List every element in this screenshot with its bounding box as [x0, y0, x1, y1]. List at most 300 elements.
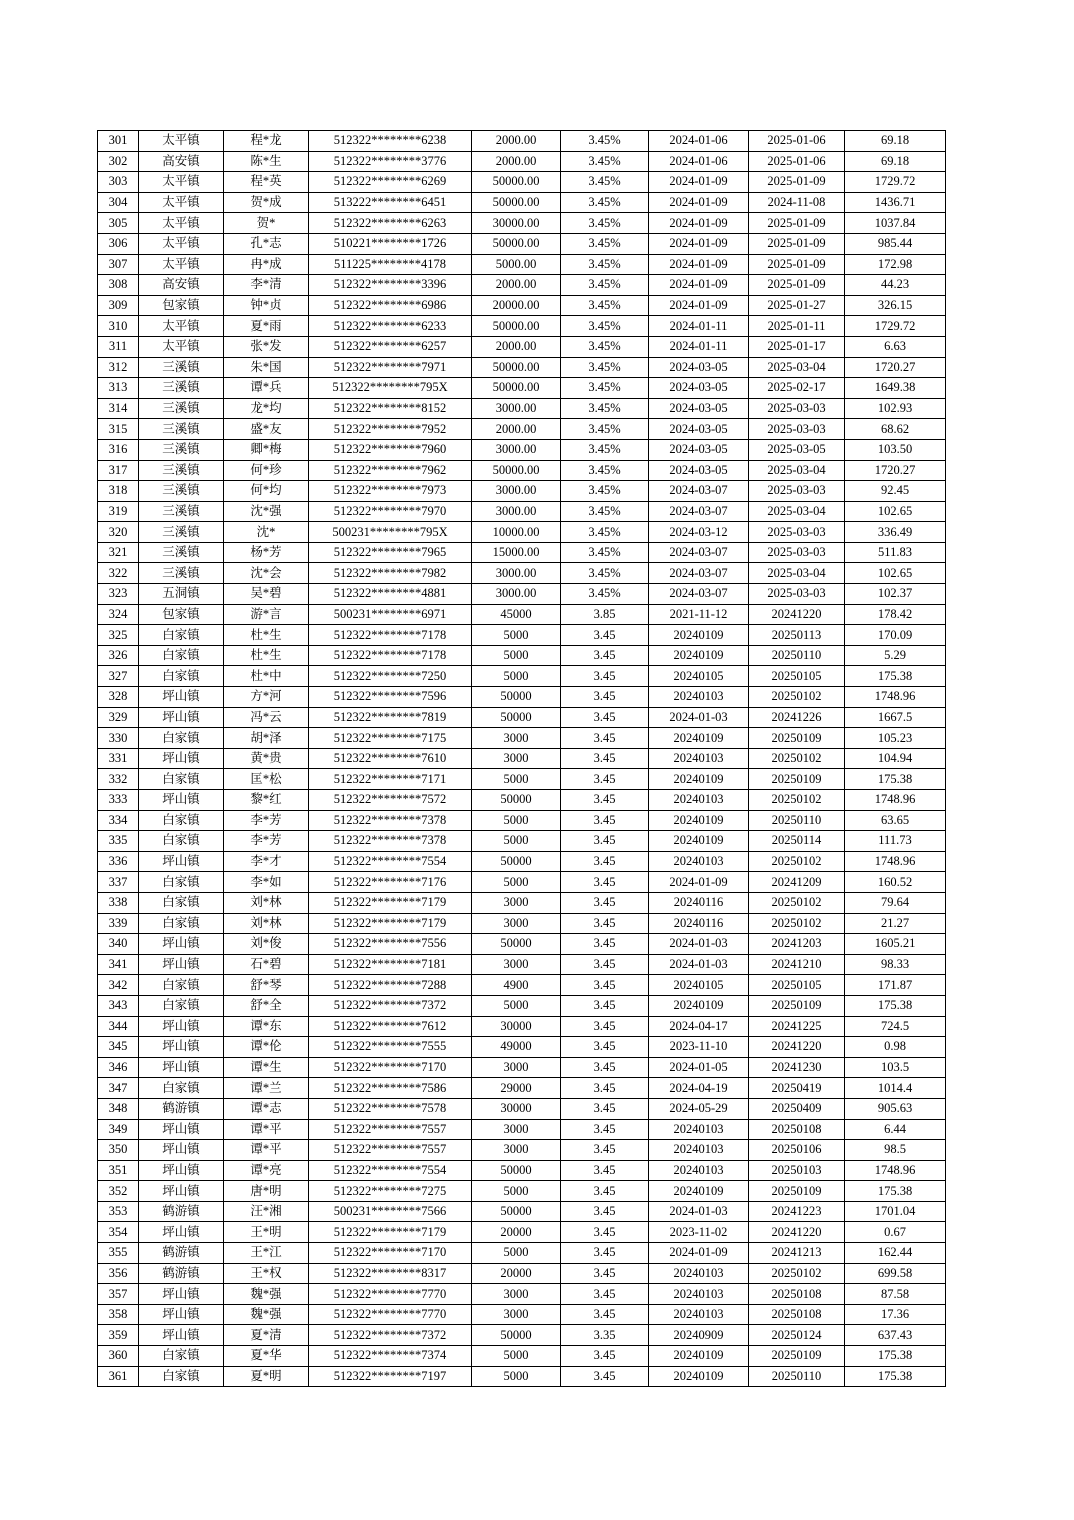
cell-row-number: 307 [98, 254, 139, 275]
cell-interest: 44.23 [845, 275, 946, 296]
cell-id-number: 512322********7819 [309, 707, 472, 728]
cell-town: 白家镇 [139, 645, 224, 666]
table-body [98, 131, 946, 1387]
cell-row-number: 349 [98, 1119, 139, 1140]
cell-id-number: 512322********7176 [309, 872, 472, 893]
cell-start-date: 2024-03-12 [649, 522, 749, 543]
cell-row-number: 351 [98, 1160, 139, 1181]
cell-start-date: 20240103 [649, 1140, 749, 1161]
cell-id-number: 512322********7171 [309, 769, 472, 790]
cell-end-date: 20250102 [749, 1263, 845, 1284]
cell-id-number: 512322********7179 [309, 913, 472, 934]
cell-interest: 1729.72 [845, 172, 946, 193]
cell-interest: 1605.21 [845, 934, 946, 955]
cell-end-date: 2025-01-27 [749, 295, 845, 316]
cell-interest: 1701.04 [845, 1201, 946, 1222]
cell-id-number: 512322********7572 [309, 790, 472, 811]
table-row [98, 542, 946, 563]
cell-start-date: 2024-03-07 [649, 542, 749, 563]
table-row [98, 1284, 946, 1305]
cell-rate: 3.45 [561, 810, 649, 831]
cell-row-number: 305 [98, 213, 139, 234]
cell-id-number: 512322********8152 [309, 398, 472, 419]
cell-name: 魏*强 [224, 1284, 309, 1305]
cell-id-number: 512322********7973 [309, 481, 472, 502]
cell-id-number: 512322********6233 [309, 316, 472, 337]
cell-interest: 175.38 [845, 1366, 946, 1387]
cell-id-number: 512322********7971 [309, 357, 472, 378]
cell-id-number: 512322********7962 [309, 460, 472, 481]
cell-town: 坪山镇 [139, 1016, 224, 1037]
cell-interest: 111.73 [845, 831, 946, 852]
cell-town: 太平镇 [139, 213, 224, 234]
table-row [98, 1222, 946, 1243]
cell-name: 冯*云 [224, 707, 309, 728]
cell-town: 三溪镇 [139, 439, 224, 460]
table-row [98, 192, 946, 213]
cell-name: 刘*俊 [224, 934, 309, 955]
cell-name: 王*明 [224, 1222, 309, 1243]
cell-start-date: 2024-04-19 [649, 1078, 749, 1099]
cell-name: 汪*湘 [224, 1201, 309, 1222]
cell-town: 三溪镇 [139, 460, 224, 481]
table-row [98, 1201, 946, 1222]
cell-id-number: 512322********7170 [309, 1057, 472, 1078]
cell-start-date: 2024-01-09 [649, 233, 749, 254]
table-row [98, 275, 946, 296]
cell-id-number: 512322********7378 [309, 810, 472, 831]
cell-name: 程*龙 [224, 131, 309, 152]
cell-row-number: 339 [98, 913, 139, 934]
cell-rate: 3.45 [561, 1057, 649, 1078]
cell-name: 黎*红 [224, 790, 309, 811]
cell-row-number: 301 [98, 131, 139, 152]
cell-amount: 5000 [472, 1366, 561, 1387]
cell-town: 三溪镇 [139, 542, 224, 563]
cell-amount: 5000 [472, 645, 561, 666]
table-row [98, 336, 946, 357]
cell-rate: 3.45 [561, 1304, 649, 1325]
cell-name: 夏*雨 [224, 316, 309, 337]
table-row [98, 1119, 946, 1140]
cell-name: 游*言 [224, 604, 309, 625]
cell-row-number: 327 [98, 666, 139, 687]
cell-id-number: 512322********7960 [309, 439, 472, 460]
cell-interest: 1748.96 [845, 851, 946, 872]
cell-town: 包家镇 [139, 295, 224, 316]
cell-id-number: 512322********7970 [309, 501, 472, 522]
cell-name: 谭*亮 [224, 1160, 309, 1181]
cell-end-date: 20250108 [749, 1304, 845, 1325]
cell-town: 白家镇 [139, 892, 224, 913]
cell-town: 坪山镇 [139, 790, 224, 811]
cell-town: 坪山镇 [139, 1284, 224, 1305]
cell-end-date: 2025-03-03 [749, 398, 845, 419]
cell-rate: 3.45 [561, 1181, 649, 1202]
table-row [98, 954, 946, 975]
cell-town: 坪山镇 [139, 1119, 224, 1140]
cell-start-date: 2024-03-05 [649, 398, 749, 419]
cell-amount: 3000.00 [472, 481, 561, 502]
cell-rate: 3.45% [561, 542, 649, 563]
cell-row-number: 316 [98, 439, 139, 460]
cell-row-number: 308 [98, 275, 139, 296]
cell-row-number: 342 [98, 975, 139, 996]
cell-end-date: 2025-03-03 [749, 522, 845, 543]
cell-interest: 102.65 [845, 501, 946, 522]
cell-name: 谭*平 [224, 1119, 309, 1140]
cell-row-number: 322 [98, 563, 139, 584]
cell-name: 谭*伦 [224, 1037, 309, 1058]
cell-name: 谭*平 [224, 1140, 309, 1161]
cell-end-date: 20250114 [749, 831, 845, 852]
cell-interest: 5.29 [845, 645, 946, 666]
cell-end-date: 2025-03-04 [749, 460, 845, 481]
cell-interest: 178.42 [845, 604, 946, 625]
cell-start-date: 20240105 [649, 666, 749, 687]
cell-row-number: 336 [98, 851, 139, 872]
cell-town: 包家镇 [139, 604, 224, 625]
cell-end-date: 20241226 [749, 707, 845, 728]
cell-row-number: 350 [98, 1140, 139, 1161]
cell-rate: 3.45% [561, 213, 649, 234]
cell-start-date: 2024-03-05 [649, 419, 749, 440]
cell-interest: 6.63 [845, 336, 946, 357]
cell-rate: 3.45 [561, 790, 649, 811]
table-row [98, 316, 946, 337]
cell-start-date: 20240109 [649, 728, 749, 749]
table-row [98, 254, 946, 275]
table-row [98, 1078, 946, 1099]
cell-start-date: 2024-01-09 [649, 1243, 749, 1264]
cell-row-number: 357 [98, 1284, 139, 1305]
cell-name: 谭*东 [224, 1016, 309, 1037]
table-row [98, 831, 946, 852]
table-row [98, 1366, 946, 1387]
cell-start-date: 2024-01-09 [649, 295, 749, 316]
cell-rate: 3.45 [561, 625, 649, 646]
cell-rate: 3.45 [561, 1016, 649, 1037]
cell-town: 坪山镇 [139, 1140, 224, 1161]
table-row [98, 1304, 946, 1325]
cell-start-date: 2024-01-09 [649, 192, 749, 213]
cell-rate: 3.45% [561, 275, 649, 296]
cell-amount: 50000 [472, 687, 561, 708]
cell-id-number: 512322********7374 [309, 1346, 472, 1367]
table-row [98, 604, 946, 625]
cell-interest: 98.5 [845, 1140, 946, 1161]
cell-row-number: 324 [98, 604, 139, 625]
cell-name: 卿*梅 [224, 439, 309, 460]
cell-start-date: 20240109 [649, 810, 749, 831]
table-row [98, 934, 946, 955]
table-row [98, 584, 946, 605]
cell-interest: 92.45 [845, 481, 946, 502]
cell-row-number: 354 [98, 1222, 139, 1243]
cell-start-date: 2024-01-05 [649, 1057, 749, 1078]
table-row [98, 728, 946, 749]
cell-amount: 50000.00 [472, 357, 561, 378]
cell-town: 坪山镇 [139, 1057, 224, 1078]
table-row [98, 1098, 946, 1119]
cell-interest: 1748.96 [845, 790, 946, 811]
cell-interest: 336.49 [845, 522, 946, 543]
cell-row-number: 331 [98, 748, 139, 769]
table-row [98, 460, 946, 481]
cell-rate: 3.45 [561, 954, 649, 975]
cell-name: 王*江 [224, 1243, 309, 1264]
cell-town: 白家镇 [139, 1346, 224, 1367]
cell-interest: 17.36 [845, 1304, 946, 1325]
cell-end-date: 20241213 [749, 1243, 845, 1264]
cell-amount: 30000 [472, 1098, 561, 1119]
cell-start-date: 20240909 [649, 1325, 749, 1346]
cell-row-number: 333 [98, 790, 139, 811]
cell-amount: 3000 [472, 1284, 561, 1305]
cell-rate: 3.45 [561, 1346, 649, 1367]
cell-name: 石*碧 [224, 954, 309, 975]
cell-start-date: 2023-11-10 [649, 1037, 749, 1058]
cell-end-date: 20241203 [749, 934, 845, 955]
cell-row-number: 332 [98, 769, 139, 790]
cell-id-number: 512322********7610 [309, 748, 472, 769]
cell-name: 胡*泽 [224, 728, 309, 749]
cell-end-date: 20250419 [749, 1078, 845, 1099]
cell-row-number: 320 [98, 522, 139, 543]
cell-id-number: 500231********6971 [309, 604, 472, 625]
cell-end-date: 2025-03-03 [749, 419, 845, 440]
cell-amount: 50000 [472, 1160, 561, 1181]
cell-rate: 3.45 [561, 1366, 649, 1387]
cell-name: 贺*成 [224, 192, 309, 213]
cell-row-number: 313 [98, 378, 139, 399]
cell-id-number: 512322********7250 [309, 666, 472, 687]
cell-start-date: 20240109 [649, 831, 749, 852]
cell-end-date: 20241209 [749, 872, 845, 893]
cell-amount: 3000 [472, 1140, 561, 1161]
cell-rate: 3.45 [561, 1222, 649, 1243]
cell-row-number: 338 [98, 892, 139, 913]
cell-row-number: 358 [98, 1304, 139, 1325]
cell-id-number: 512322********7578 [309, 1098, 472, 1119]
cell-rate: 3.45% [561, 398, 649, 419]
cell-amount: 2000.00 [472, 336, 561, 357]
cell-start-date: 2024-03-07 [649, 481, 749, 502]
cell-town: 白家镇 [139, 872, 224, 893]
cell-interest: 102.93 [845, 398, 946, 419]
cell-amount: 30000.00 [472, 213, 561, 234]
cell-end-date: 20250113 [749, 625, 845, 646]
cell-amount: 5000 [472, 666, 561, 687]
cell-row-number: 347 [98, 1078, 139, 1099]
table-row [98, 501, 946, 522]
cell-id-number: 512322********7952 [309, 419, 472, 440]
cell-rate: 3.45 [561, 1140, 649, 1161]
cell-town: 鹤游镇 [139, 1201, 224, 1222]
cell-end-date: 20250124 [749, 1325, 845, 1346]
cell-name: 沈*强 [224, 501, 309, 522]
cell-end-date: 2025-01-09 [749, 233, 845, 254]
cell-end-date: 20250409 [749, 1098, 845, 1119]
cell-town: 白家镇 [139, 728, 224, 749]
cell-row-number: 352 [98, 1181, 139, 1202]
cell-town: 坪山镇 [139, 1304, 224, 1325]
cell-interest: 102.65 [845, 563, 946, 584]
cell-start-date: 20240109 [649, 625, 749, 646]
cell-name: 李*如 [224, 872, 309, 893]
cell-rate: 3.35 [561, 1325, 649, 1346]
cell-start-date: 2024-03-07 [649, 563, 749, 584]
cell-rate: 3.45% [561, 460, 649, 481]
cell-id-number: 512322********7197 [309, 1366, 472, 1387]
cell-rate: 3.45 [561, 934, 649, 955]
cell-id-number: 512322********7170 [309, 1243, 472, 1264]
table-row [98, 1140, 946, 1161]
cell-name: 匡*松 [224, 769, 309, 790]
cell-interest: 175.38 [845, 1346, 946, 1367]
cell-start-date: 2024-01-03 [649, 934, 749, 955]
cell-id-number: 512322********7612 [309, 1016, 472, 1037]
cell-town: 白家镇 [139, 913, 224, 934]
cell-start-date: 20240116 [649, 913, 749, 934]
cell-town: 坪山镇 [139, 1160, 224, 1181]
cell-row-number: 330 [98, 728, 139, 749]
cell-start-date: 20240109 [649, 769, 749, 790]
cell-amount: 15000.00 [472, 542, 561, 563]
cell-rate: 3.45 [561, 666, 649, 687]
cell-interest: 170.09 [845, 625, 946, 646]
cell-town: 三溪镇 [139, 357, 224, 378]
table-row [98, 398, 946, 419]
cell-row-number: 353 [98, 1201, 139, 1222]
table-row [98, 1263, 946, 1284]
table-row [98, 172, 946, 193]
cell-interest: 63.65 [845, 810, 946, 831]
cell-town: 坪山镇 [139, 687, 224, 708]
cell-id-number: 500231********795X [309, 522, 472, 543]
cell-start-date: 2024-03-05 [649, 460, 749, 481]
cell-interest: 172.98 [845, 254, 946, 275]
cell-row-number: 323 [98, 584, 139, 605]
cell-town: 坪山镇 [139, 954, 224, 975]
cell-name: 龙*均 [224, 398, 309, 419]
cell-amount: 50000 [472, 851, 561, 872]
cell-rate: 3.45 [561, 645, 649, 666]
cell-amount: 50000.00 [472, 192, 561, 213]
cell-town: 坪山镇 [139, 707, 224, 728]
cell-name: 李*芳 [224, 810, 309, 831]
cell-id-number: 512322********7554 [309, 851, 472, 872]
cell-start-date: 2024-03-05 [649, 378, 749, 399]
cell-amount: 50000 [472, 790, 561, 811]
cell-rate: 3.45% [561, 378, 649, 399]
cell-start-date: 20240103 [649, 748, 749, 769]
cell-name: 陈*生 [224, 151, 309, 172]
cell-amount: 3000.00 [472, 439, 561, 460]
cell-amount: 20000 [472, 1263, 561, 1284]
cell-amount: 50000.00 [472, 378, 561, 399]
table-row [98, 666, 946, 687]
cell-interest: 87.58 [845, 1284, 946, 1305]
cell-amount: 20000 [472, 1222, 561, 1243]
cell-start-date: 2024-01-09 [649, 254, 749, 275]
cell-row-number: 306 [98, 233, 139, 254]
cell-rate: 3.45% [561, 563, 649, 584]
cell-amount: 50000 [472, 1325, 561, 1346]
cell-rate: 3.45 [561, 707, 649, 728]
cell-amount: 45000 [472, 604, 561, 625]
cell-rate: 3.45% [561, 151, 649, 172]
cell-amount: 3000.00 [472, 584, 561, 605]
cell-town: 三溪镇 [139, 522, 224, 543]
cell-end-date: 20250102 [749, 687, 845, 708]
cell-amount: 5000 [472, 625, 561, 646]
table-row [98, 872, 946, 893]
cell-name: 沈* [224, 522, 309, 543]
cell-end-date: 20250102 [749, 790, 845, 811]
table-row [98, 645, 946, 666]
cell-start-date: 2024-01-06 [649, 151, 749, 172]
cell-rate: 3.45% [561, 316, 649, 337]
cell-town: 白家镇 [139, 995, 224, 1016]
cell-interest: 175.38 [845, 1181, 946, 1202]
cell-id-number: 512322********7372 [309, 995, 472, 1016]
cell-name: 李*才 [224, 851, 309, 872]
cell-end-date: 2025-01-09 [749, 213, 845, 234]
cell-rate: 3.45% [561, 481, 649, 502]
cell-id-number: 511225********4178 [309, 254, 472, 275]
cell-rate: 3.45 [561, 687, 649, 708]
cell-town: 太平镇 [139, 233, 224, 254]
table-row [98, 810, 946, 831]
cell-rate: 3.45% [561, 131, 649, 152]
cell-amount: 20000.00 [472, 295, 561, 316]
cell-row-number: 345 [98, 1037, 139, 1058]
cell-start-date: 20240105 [649, 975, 749, 996]
table-row [98, 378, 946, 399]
cell-name: 谭*兵 [224, 378, 309, 399]
cell-end-date: 2025-01-09 [749, 172, 845, 193]
cell-interest: 0.98 [845, 1037, 946, 1058]
table-row [98, 151, 946, 172]
cell-start-date: 2024-01-09 [649, 275, 749, 296]
table-row [98, 769, 946, 790]
cell-town: 五洞镇 [139, 584, 224, 605]
cell-id-number: 512322********7175 [309, 728, 472, 749]
cell-amount: 5000 [472, 872, 561, 893]
cell-row-number: 325 [98, 625, 139, 646]
cell-interest: 699.58 [845, 1263, 946, 1284]
cell-row-number: 346 [98, 1057, 139, 1078]
cell-name: 贺* [224, 213, 309, 234]
cell-end-date: 2025-03-05 [749, 439, 845, 460]
cell-name: 沈*会 [224, 563, 309, 584]
cell-interest: 1014.4 [845, 1078, 946, 1099]
cell-interest: 1649.38 [845, 378, 946, 399]
cell-end-date: 20250109 [749, 1181, 845, 1202]
cell-row-number: 329 [98, 707, 139, 728]
cell-start-date: 2023-11-02 [649, 1222, 749, 1243]
cell-end-date: 2025-01-17 [749, 336, 845, 357]
cell-amount: 5000.00 [472, 254, 561, 275]
cell-name: 杨*芳 [224, 542, 309, 563]
cell-id-number: 512322********7179 [309, 1222, 472, 1243]
cell-interest: 103.50 [845, 439, 946, 460]
cell-end-date: 2025-03-04 [749, 357, 845, 378]
cell-amount: 30000 [472, 1016, 561, 1037]
table-row [98, 892, 946, 913]
cell-end-date: 20250110 [749, 1366, 845, 1387]
